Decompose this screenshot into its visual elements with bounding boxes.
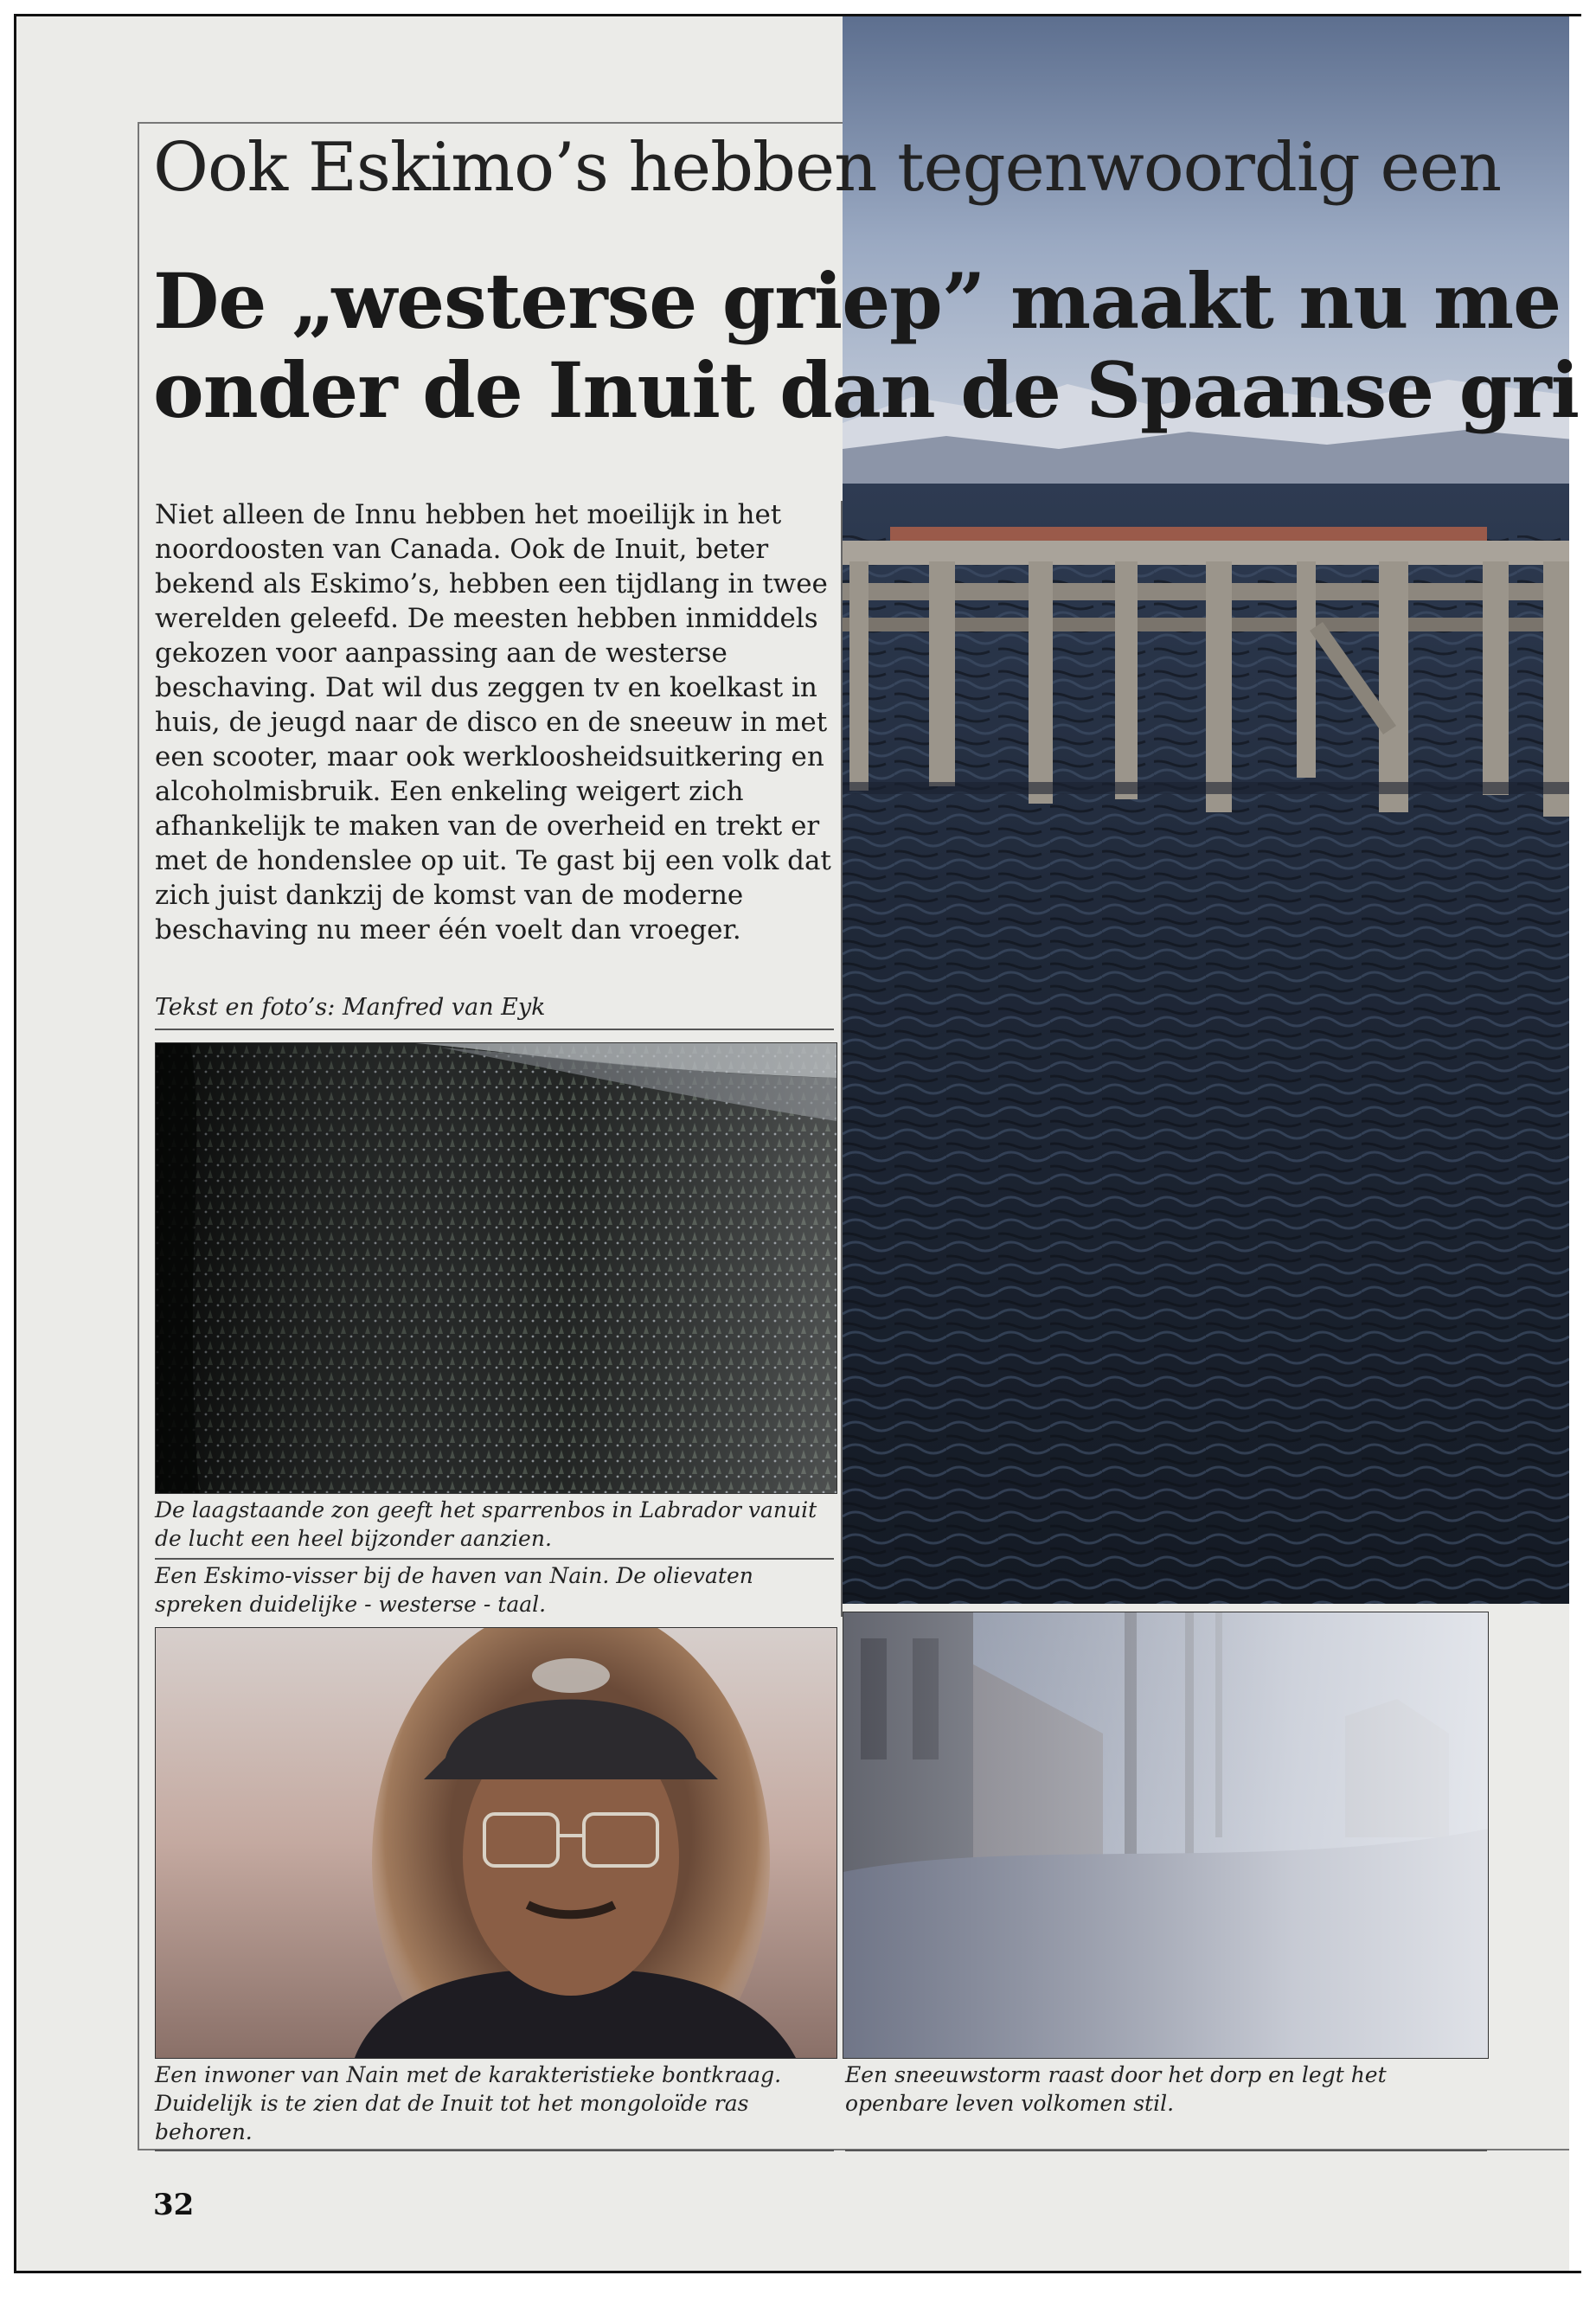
forest-caption-rule — [155, 1558, 834, 1560]
photo-credit: Tekst en foto’s: Manfred van Eyk — [155, 994, 546, 1021]
portrait-caption: Een inwoner van Nain met de karakteristieke bontkraag. Duidelijk is te zien dat de Inuit tot het mongoloïde ras behoren. — [155, 2062, 782, 2144]
storm-photo — [843, 1612, 1489, 2059]
harbour-photo — [843, 16, 1581, 1604]
headline-line-2: onder de Inuit dan de Spaanse gri — [153, 345, 1580, 435]
storm-caption-rule — [845, 2150, 1487, 2151]
magazine-page — [14, 14, 1581, 2273]
kicker-headline: Ook Eskimo’s hebben tegenwoordig een — [153, 129, 1502, 207]
headline-line-1: De „westerse griep” maakt nu me — [153, 256, 1561, 346]
portrait-photo — [155, 1627, 837, 2059]
credit-rule — [155, 1029, 834, 1030]
forest-caption: De laagstaande zon geeft het sparrenbos in Labrador vanuit de lucht een heel bijzonder aanzien. — [155, 1497, 817, 1551]
main-headline — [153, 257, 1579, 435]
storm-caption: Een sneeuwstorm raast door het dorp en legt het openbare leven volkomen stil. — [845, 2062, 1387, 2116]
portrait-caption-rule — [155, 2150, 834, 2151]
page-number: 32 — [153, 2188, 195, 2222]
column-rule — [841, 501, 843, 1617]
forest-photo — [155, 1042, 837, 1494]
intro-paragraph: Niet alleen de Innu hebben het moeilijk in het noordoosten van Canada. Ook de Inuit, beter bekend als Eskimo’s, hebben een tijdlang in twee werelden geleefd. De meesten hebben inmiddels gekozen voor aanpassing aan de westerse beschaving. Dat wil dus zeggen tv en koelkast in huis, de jeugd naar de disco en de sneeuw in met een scooter, maar ook werkloosheidsuitkering en alcoholmisbruik. Een enkeling weigert zich afhankelijk te maken van de overheid en trekt er met de hondenslee op uit. Te gast bij een volk dat zich juist dankzij de komst van de moderne beschaving nu meer één voelt dan vroeger. — [155, 499, 831, 945]
harbour-caption: Een Eskimo-visser bij de haven van Nain. De olievaten spreken duidelijke - westerse - taal. — [155, 1563, 753, 1617]
